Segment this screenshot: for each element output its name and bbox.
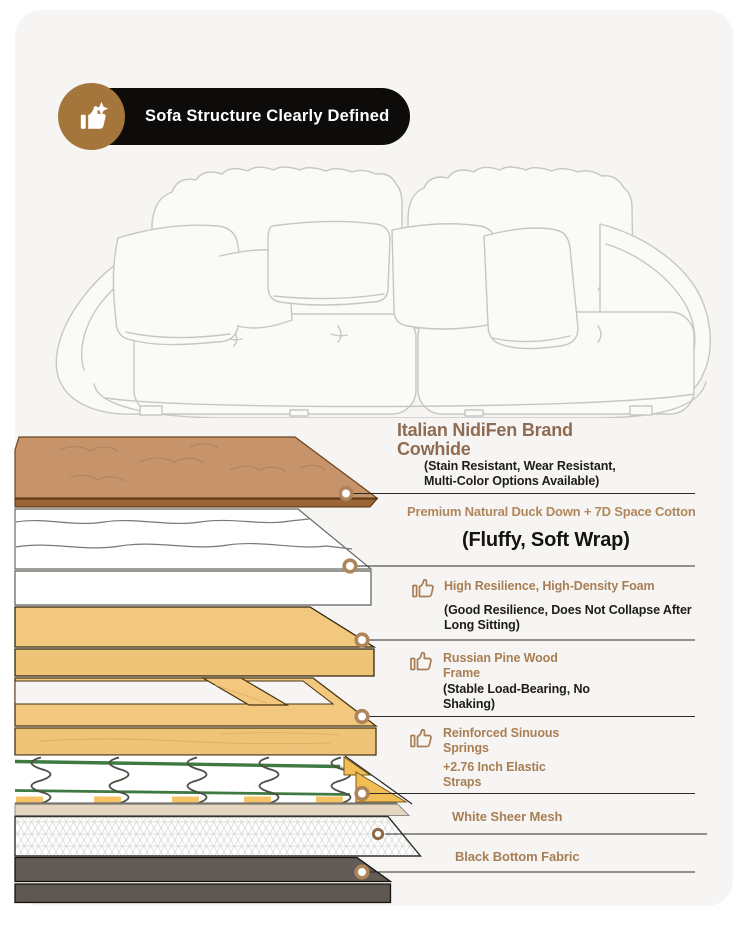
springs-subtitle: +2.76 Inch Elastic Straps: [443, 760, 546, 789]
bottom-fabric-title: Black Bottom Fabric: [455, 849, 580, 864]
wood-frame-subtitle: (Stable Load-Bearing, No Shaking): [443, 682, 590, 711]
duck-down-subtitle: (Fluffy, Soft Wrap): [462, 529, 630, 551]
badge-title: Sofa Structure Clearly Defined: [145, 107, 390, 125]
cowhide-title: Italian NidiFen Brand Cowhide: [397, 420, 573, 459]
foam-title: High Resilience, High-Density Foam: [444, 579, 655, 593]
thumbs-up-star-icon: [73, 98, 111, 136]
marker-duck-down: [344, 560, 356, 572]
duck-down-title: Premium Natural Duck Down + 7D Space Cotton: [407, 504, 696, 519]
marker-cowhide: [340, 488, 352, 500]
layer-duck-down: [15, 509, 371, 605]
layer-bottom-fabric: [15, 858, 391, 903]
mesh-title: White Sheer Mesh: [452, 809, 563, 824]
layer-diagram: [0, 415, 750, 932]
layer-wood-frame: [15, 678, 376, 755]
marker-springs: [356, 788, 368, 800]
thumbs-up-outline-icon: [408, 725, 434, 751]
thumbs-up-outline-icon: [410, 575, 436, 601]
marker-wood: [356, 711, 368, 723]
layer-cowhide: [15, 437, 377, 507]
header-badge: [75, 88, 410, 145]
foam-subtitle: (Good Resilience, Does Not Collapse After Long Sitting): [444, 603, 692, 632]
thumbs-up-outline-icon: [408, 648, 434, 674]
layer-foam: [15, 607, 374, 676]
marker-bottom: [356, 866, 368, 878]
wood-frame-title: Russian Pine Wood Frame: [443, 651, 558, 680]
cowhide-subtitle: (Stain Resistant, Wear Resistant, Multi-Color Options Available): [424, 459, 616, 488]
springs-title: Reinforced Sinuous Springs: [443, 726, 560, 755]
layer-slat: [15, 804, 409, 816]
layer-springs: [15, 756, 412, 805]
marker-mesh: [373, 829, 382, 838]
sofa-sketch: [40, 160, 715, 418]
layer-mesh: [15, 817, 421, 857]
marker-foam: [356, 634, 368, 646]
badge-medal: [58, 83, 125, 150]
